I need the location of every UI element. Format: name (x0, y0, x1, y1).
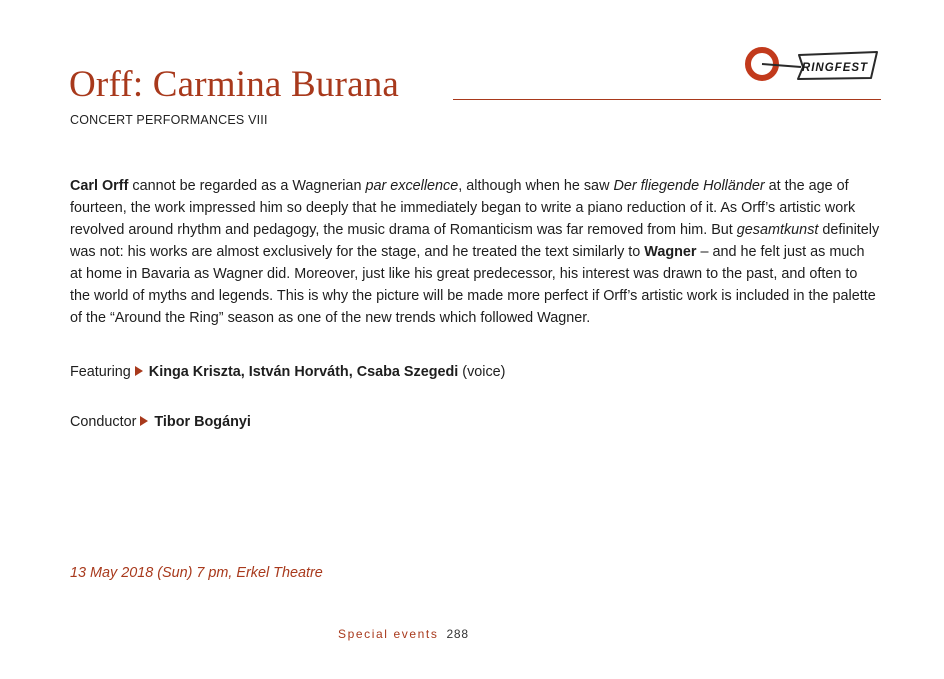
body-text-c: at the age of fourteen, the work impressed him so deeply that he immediately began to write a piano reduction of it. As Orff’s artistic work revolved around rhythm and pedagogy, the music drama of Romanticism was far removed from him. But (70, 178, 856, 238)
wagner-name: Wagner (644, 244, 697, 260)
conductor-credit (70, 412, 251, 432)
body-text-e: – and he felt just as much at home in Bavaria as Wagner did. Moreover, just like his great predecessor, his interest was drawn to the past, and often to the world of myths and legends. This is why the picture will be made more perfect if Orff’s artistic work is included in the palette of the “Around the Ring” season as one of the new trends which followed Wagner. (70, 244, 876, 326)
body-italic-a: par excellence (365, 178, 459, 194)
conductor-label: Conductor (70, 414, 137, 430)
body-italic-b: Der fliegende Holländer (613, 178, 765, 194)
page-subtitle: CONCERT PERFORMANCES VIII (70, 113, 268, 127)
page-number: 288 (446, 627, 469, 641)
page-footer (338, 626, 469, 642)
body-text-b: , although when he saw (458, 178, 614, 194)
body-text-d: definitely was not: his works are almost exclusively for the stage, and he treated the text similarly to (70, 222, 880, 260)
event-date-venue: 13 May 2018 (Sun) 7 pm, Erkel Theatre (70, 565, 323, 581)
title-rule-divider (453, 99, 881, 100)
conductor-name: Tibor Bogányi (154, 414, 251, 430)
body-text-a: cannot be regarded as a Wagnerian (128, 178, 366, 194)
logo-wordmark: RINGFEST (801, 62, 869, 74)
featuring-names: Kinga Kriszta, István Horváth, Csaba Szegedi (148, 364, 459, 380)
triangle-right-icon (140, 416, 148, 426)
description-paragraph (70, 175, 880, 329)
composer-name: Carl Orff (70, 178, 129, 194)
ringfest-logo-icon (743, 45, 879, 83)
body-italic-c: gesamtkunst (736, 222, 819, 238)
featuring-label: Featuring (70, 364, 131, 380)
footer-section-label: Special events (338, 627, 439, 641)
triangle-right-icon (135, 366, 143, 376)
ringfest-logo (743, 45, 879, 83)
page-title: Orff: Carmina Burana (69, 64, 400, 105)
featuring-role: (voice) (458, 364, 506, 380)
featuring-credit (70, 362, 505, 382)
